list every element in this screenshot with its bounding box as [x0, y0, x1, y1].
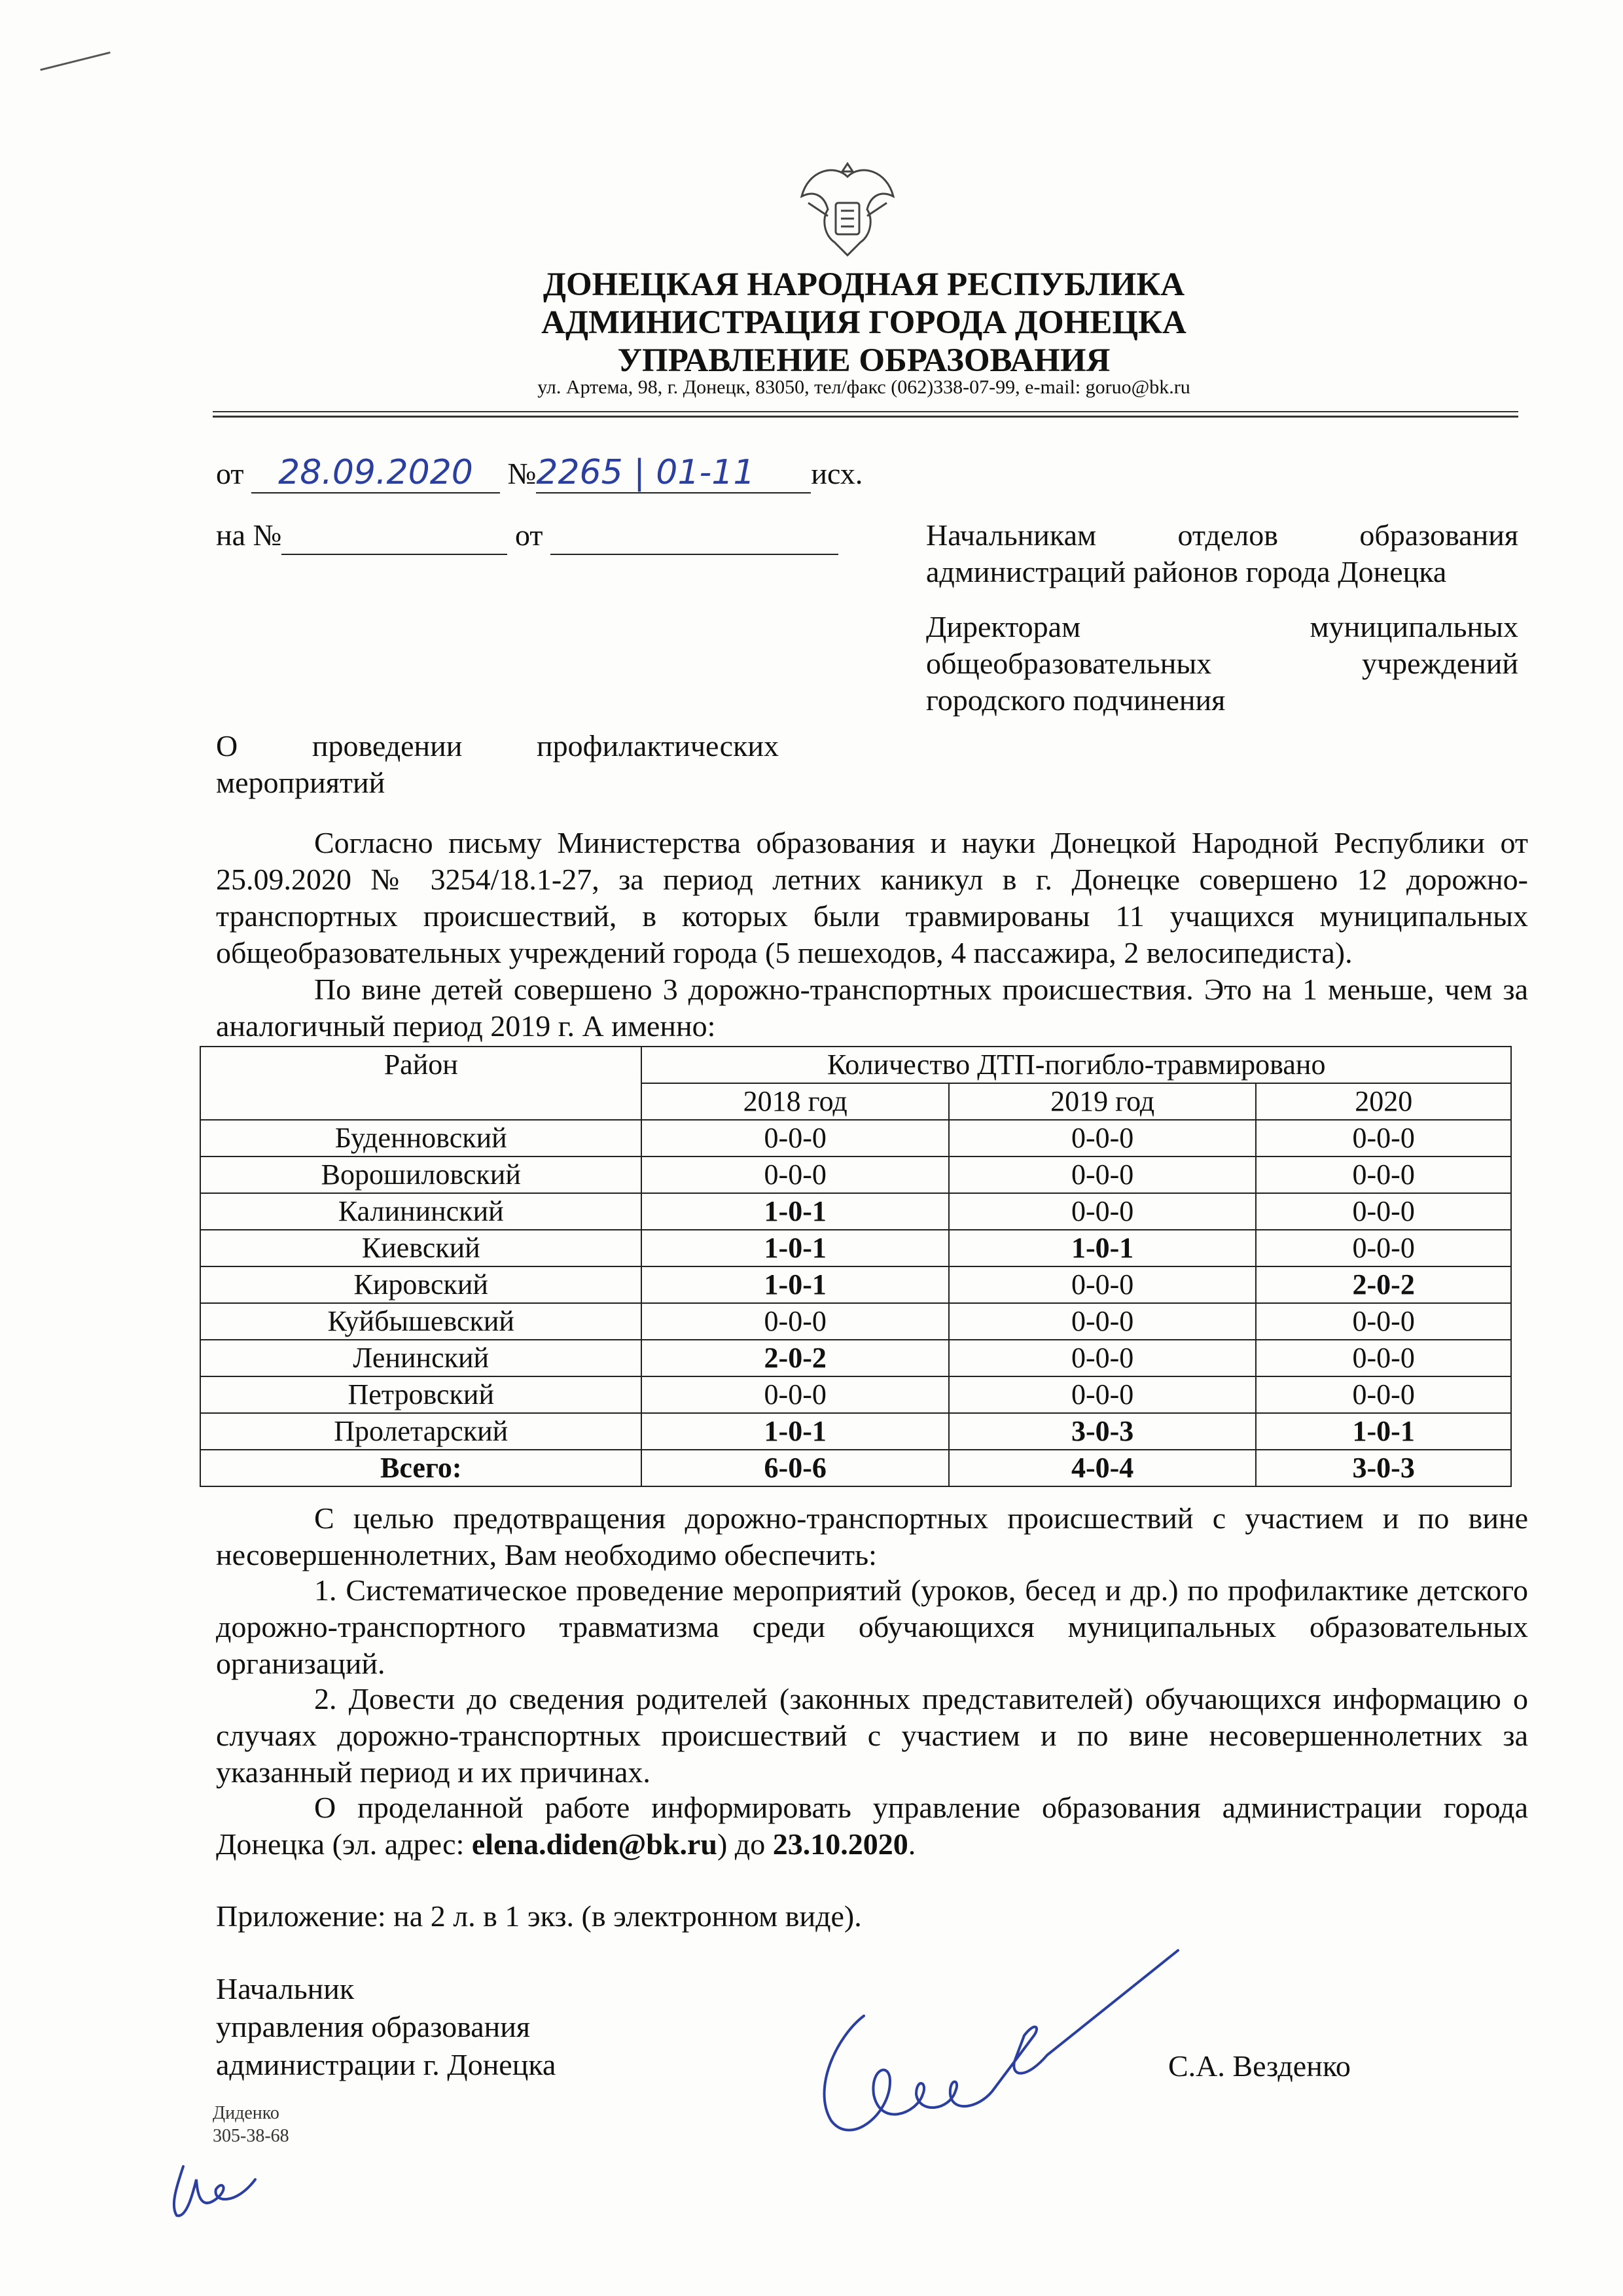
in-from-label: от: [514, 518, 543, 552]
subject-line1: О проведении профилактических: [216, 729, 779, 762]
report-text-end: .: [908, 1827, 916, 1861]
incoming-ref: [216, 517, 838, 555]
district-name: Буденновский: [200, 1120, 641, 1157]
table-row: [200, 1157, 1511, 1193]
table-row: [200, 1340, 1511, 1376]
table-row: [200, 1120, 1511, 1157]
value-2020: 0-0-0: [1256, 1157, 1511, 1193]
addressee-block-1: [926, 517, 1518, 590]
value-2020: 0-0-0: [1256, 1340, 1511, 1376]
addressee-1-line2: администраций районов города Донецка: [926, 555, 1447, 588]
subject: [216, 728, 779, 801]
table-row: [200, 1230, 1511, 1266]
header-republic: ДОНЕЦКАЯ НАРОДНАЯ РЕСПУБЛИКА: [543, 266, 1185, 303]
total-2018: 6-0-6: [641, 1450, 948, 1486]
value-2018: 2-0-2: [641, 1340, 948, 1376]
value-2018: 1-0-1: [641, 1413, 948, 1450]
table-header-year: 2019 год: [949, 1083, 1256, 1120]
ref-number: 2265 | 01-11: [536, 453, 755, 492]
paragraph-purpose: [216, 1500, 1528, 1573]
value-2018: 1-0-1: [641, 1266, 948, 1303]
executor-phone: 305-38-68: [213, 2126, 289, 2146]
paragraph-intro: [216, 825, 1528, 971]
table-total-row: [200, 1450, 1511, 1486]
value-2019: 0-0-0: [949, 1340, 1256, 1376]
paragraph-summary-text: По вине детей совершено 3 дорожно-транспортных происшествия. Это на 1 меньше, чем за аналогичный период 2019 г. А именно:: [216, 973, 1528, 1043]
header-address: ул. Артема, 98, г. Донецк, 83050, тел/факс (062)338-07-99, e-mail: goruo@bk.ru: [537, 376, 1190, 398]
table-row: [200, 1266, 1511, 1303]
header-rule-thick: [213, 416, 1518, 418]
header-rule: [213, 411, 1518, 412]
value-2019: 0-0-0: [949, 1193, 1256, 1230]
paragraph-item-2-text: 2. Довести до сведения родителей (законных представителей) обучающихся информацию о случаях дорожно-транспортных происшествий с участием и по вине несовершеннолетних за указанный период и их причинах.: [216, 1682, 1528, 1789]
accidents-table: [200, 1046, 1512, 1487]
value-2019: 0-0-0: [949, 1120, 1256, 1157]
signatory-title: [216, 1970, 556, 2084]
paragraph-purpose-text: С целью предотвращения дорожно-транспортных происшествий с участием и по вине несовершеннолетних, Вам необходимо обеспечить:: [216, 1501, 1528, 1571]
district-name: Куйбышевский: [200, 1303, 641, 1340]
value-2019: 0-0-0: [949, 1157, 1256, 1193]
signatory-line1: Начальник: [216, 1972, 355, 2005]
outgoing-ref: [216, 454, 863, 493]
report-email: elena.diden@bk.ru: [471, 1827, 717, 1861]
value-2018: 0-0-0: [641, 1376, 948, 1413]
table-row: [200, 1376, 1511, 1413]
number-label: №: [507, 457, 537, 490]
addressee-2-line1: Директорам муниципальных: [926, 610, 1518, 643]
paragraph-intro-text: Согласно письму Министерства образования и науки Донецкой Народной Республики от 25.09.2020 № 3254/18.1-27, за период летних каникул в г. Донецке совершено 12 дорожно-транспортных происшествий, в которых были травмированы 11 учащихся муниципальных общеобразовательных учреждений города (5 пешеходов, 4 пассажира, 2 велосипедиста).: [216, 826, 1528, 969]
district-name: Ворошиловский: [200, 1157, 641, 1193]
ref-date-field: [251, 454, 500, 493]
handwritten-signature: [759, 1937, 1217, 2160]
addressee-2-line3: городского подчинения: [926, 683, 1226, 717]
report-text-mid: ) до: [717, 1827, 773, 1861]
paragraph-item-1: [216, 1572, 1528, 1682]
table-row: [200, 1413, 1511, 1450]
ref-date: 28.09.2020: [278, 453, 473, 492]
district-name: Калининский: [200, 1193, 641, 1230]
paragraph-report: [216, 1789, 1528, 1863]
table-header-district: Район: [200, 1047, 641, 1120]
signatory-line2: управления образования: [216, 2010, 531, 2043]
attachment-note: Приложение: на 2 л. в 1 экз. (в электронном виде).: [216, 1899, 862, 1933]
district-name: Петровский: [200, 1376, 641, 1413]
outgoing-label: исх.: [811, 457, 863, 490]
value-2019: 0-0-0: [949, 1376, 1256, 1413]
district-name: Киевский: [200, 1230, 641, 1266]
table-header-year: 2018 год: [641, 1083, 948, 1120]
in-number-label: на №: [216, 518, 282, 552]
value-2018: 0-0-0: [641, 1157, 948, 1193]
pen-stroke-mark: [40, 52, 110, 71]
value-2019: 0-0-0: [949, 1266, 1256, 1303]
value-2018: 0-0-0: [641, 1120, 948, 1157]
table-header-year: 2020: [1256, 1083, 1511, 1120]
signatory-line3: администрации г. Донецка: [216, 2048, 556, 2081]
total-2020: 3-0-3: [1256, 1450, 1511, 1486]
value-2020: 0-0-0: [1256, 1120, 1511, 1157]
header-administration: АДМИНИСТРАЦИЯ ГОРОДА ДОНЕЦКА: [541, 304, 1186, 341]
value-2019: 0-0-0: [949, 1303, 1256, 1340]
value-2020: 1-0-1: [1256, 1413, 1511, 1450]
value-2018: 0-0-0: [641, 1303, 948, 1340]
value-2019: 3-0-3: [949, 1413, 1256, 1450]
header-department: УПРАВЛЕНИЕ ОБРАЗОВАНИЯ: [617, 342, 1111, 379]
district-name: Пролетарский: [200, 1413, 641, 1450]
value-2020: 0-0-0: [1256, 1193, 1511, 1230]
value-2020: 2-0-2: [1256, 1266, 1511, 1303]
initials-mark: [157, 2153, 262, 2225]
table-row: [200, 1303, 1511, 1340]
addressee-1-line1: Начальникам отделов образования: [926, 518, 1518, 552]
ref-number-field: [536, 454, 811, 493]
in-date-field: [550, 517, 838, 555]
signatory-name: С.А. Везденко: [1168, 2049, 1351, 2083]
total-label: Всего:: [200, 1450, 641, 1486]
table-header-group: Количество ДТП-погибло-травмировано: [641, 1047, 1511, 1083]
value-2020: 0-0-0: [1256, 1230, 1511, 1266]
paragraph-summary: [216, 971, 1528, 1045]
addressee-block-2: [926, 609, 1518, 719]
addressee-2-line2: общеобразовательных учреждений: [926, 647, 1518, 680]
paragraph-item-1-text: 1. Систематическое проведение мероприятий (уроков, бесед и др.) по профилактике детского дорожно-транспортного травматизма среди обучающихся муниципальных образовательных организаций.: [216, 1573, 1528, 1680]
total-2019: 4-0-4: [949, 1450, 1256, 1486]
district-name: Ленинский: [200, 1340, 641, 1376]
paragraph-report-text: О проделанной работе информировать управление образования администрации города Донецка (эл. адрес:: [216, 1791, 1528, 1861]
table-row: [200, 1193, 1511, 1230]
table-header-row: [200, 1047, 1511, 1083]
value-2018: 1-0-1: [641, 1193, 948, 1230]
from-label: от: [216, 457, 244, 490]
in-number-field: [281, 517, 507, 555]
paragraph-item-2: [216, 1681, 1528, 1791]
subject-line2: мероприятий: [216, 766, 385, 799]
value-2019: 1-0-1: [949, 1230, 1256, 1266]
report-deadline: 23.10.2020: [772, 1827, 908, 1861]
value-2020: 0-0-0: [1256, 1376, 1511, 1413]
executor-name: Диденко: [213, 2103, 279, 2123]
value-2020: 0-0-0: [1256, 1303, 1511, 1340]
coat-of-arms-emblem: [795, 157, 900, 265]
value-2018: 1-0-1: [641, 1230, 948, 1266]
district-name: Кировский: [200, 1266, 641, 1303]
